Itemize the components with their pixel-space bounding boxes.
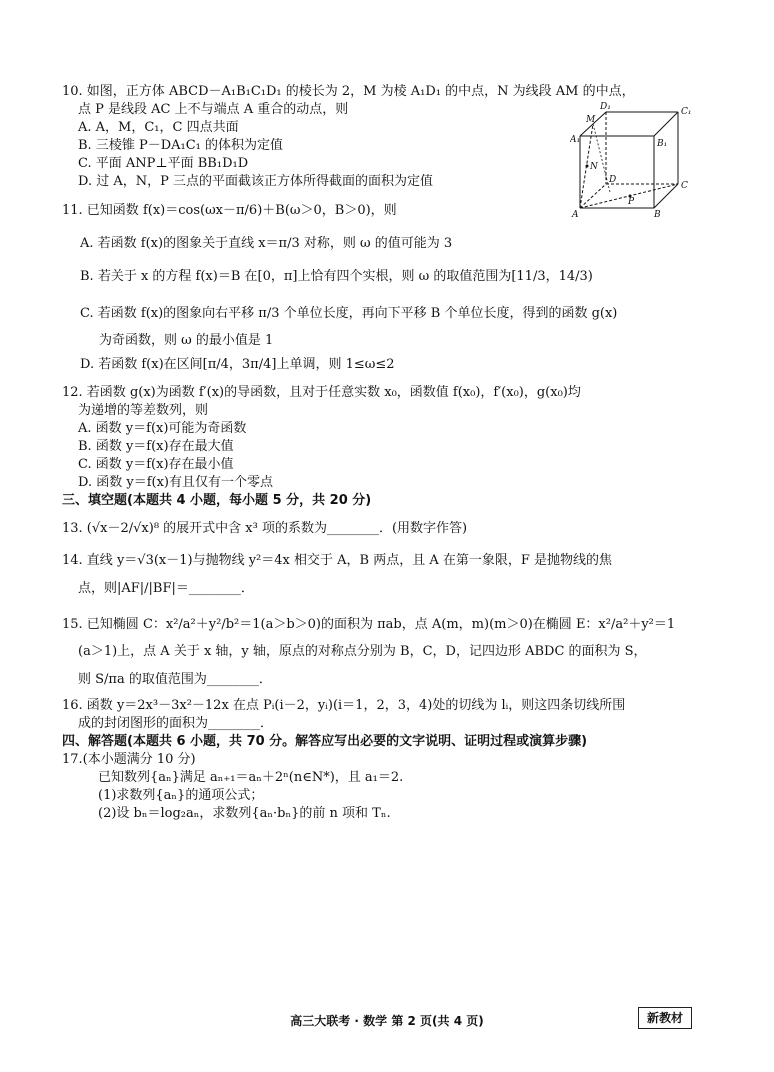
label-c: C <box>681 181 688 191</box>
label-a: A <box>572 210 579 220</box>
cube-figure <box>570 100 700 222</box>
q11-option-a: A. 若函数 f(x)的图象关于直线 x＝π/3 对称，则 ω 的值可能为 3 <box>80 236 453 251</box>
label-a1: A₁ <box>570 135 581 145</box>
page-footer: 高三大联考 · 数学 第 2 页(共 4 页) <box>290 1014 484 1028</box>
q12-option-d: D. 函数 y＝f(x)有且仅有一个零点 <box>78 475 273 490</box>
q12-option-b: B. 函数 y＝f(x)存在最大值 <box>78 439 234 454</box>
q10-line2: 点 P 是线段 AC 上不与端点 A 重合的动点，则 <box>78 102 349 117</box>
new-textbook-badge: 新教材 <box>638 1007 692 1029</box>
q12-option-a: A. 函数 y＝f(x)可能为奇函数 <box>78 421 247 436</box>
q10-option-c: C. 平面 ANP⊥平面 BB₁D₁D <box>78 156 249 171</box>
section4-heading: 四、解答题(本题共 6 小题，共 70 分。解答应写出必要的文字说明、证明过程或演算步骤) <box>62 734 588 749</box>
q11-option-c2: 为奇函数，则 ω 的最小值是 1 <box>99 333 274 348</box>
label-n: N <box>590 162 598 172</box>
q10-option-a: A. A，M，C₁，C 四点共面 <box>78 120 239 135</box>
label-p: P <box>628 197 635 207</box>
q17-line2: (1)求数列{aₙ}的通项公式； <box>98 788 264 803</box>
q12-line1: 12. 若函数 g(x)为函数 f′(x)的导函数，且对于任意实数 x₀，函数值 f(x₀)，f′(x₀)，g(x₀)均 <box>62 385 581 400</box>
q11-option-c1: C. 若函数 f(x)的图象向右平移 π/3 个单位长度，再向下平移 B 个单位长度，得到的函数 g(x) <box>80 306 618 321</box>
label-d1: D₁ <box>600 102 611 112</box>
q16-line2: 成的封闭图形的面积为________． <box>78 716 274 731</box>
section3-heading: 三、填空题(本题共 4 小题，每小题 5 分，共 20 分) <box>62 493 372 508</box>
q16-line1: 16. 函数 y＝2x³－3x²－12x 在点 Pᵢ(i－2，yᵢ)(i＝1，2，3，4)处的切线为 lᵢ，则这四条切线所围 <box>62 698 626 713</box>
label-c1: C₁ <box>681 107 692 117</box>
q11-option-b: B. 若关于 x 的方程 f(x)＝B 在[0，π]上恰有四个实根，则 ω 的取值范围为[11/3，14/3) <box>80 269 593 284</box>
q12-line2: 为递增的等差数列，则 <box>78 403 209 418</box>
q17-heading: 17.(本小题满分 10 分) <box>62 752 196 767</box>
label-m: M <box>586 115 596 125</box>
label-b1: B₁ <box>657 139 668 149</box>
q10-option-b: B. 三棱锥 P－DA₁C₁ 的体积为定值 <box>78 138 284 153</box>
q15-line2: (a＞1)上，点 A 关于 x 轴，y 轴，原点的对称点分别为 B，C，D，记四边形 ABDC 的面积为 S， <box>78 644 647 659</box>
q12-option-c: C. 函数 y＝f(x)存在最小值 <box>78 457 234 472</box>
q11-stem: 11. 已知函数 f(x)＝cos(ωx－π/6)＋B(ω＞0，B＞0)，则 <box>62 203 397 218</box>
q15-line1: 15. 已知椭圆 C：x²/a²＋y²/b²＝1(a＞b＞0)的面积为 πab，点 A(m，m)(m＞0)在椭圆 E：x²/a²＋y²＝1 <box>62 617 676 632</box>
q15-line3: 则 S/πa 的取值范围为________． <box>78 672 272 687</box>
q14-line2: 点，则|AF|/|BF|＝________． <box>78 581 254 596</box>
label-d: D <box>609 175 617 185</box>
q17-line3: (2)设 bₙ＝log₂aₙ，求数列{aₙ·bₙ}的前 n 项和 Tₙ. <box>98 806 391 821</box>
q13: 13. (√x－2/√x)⁸ 的展开式中含 x³ 项的系数为________．(用数字作答) <box>62 521 468 536</box>
q11-option-d: D. 若函数 f(x)在区间[π/4，3π/4]上单调，则 1≤ω≤2 <box>80 357 395 372</box>
q17-line1: 已知数列{aₙ}满足 aₙ₊₁＝aₙ＋2ⁿ(n∈N*)，且 a₁＝2. <box>98 770 404 785</box>
q14-line1: 14. 直线 y＝√3(x－1)与抛物线 y²＝4x 相交于 A，B 两点，且 A 在第一象限，F 是抛物线的焦 <box>62 553 613 568</box>
label-b: B <box>654 210 661 220</box>
q10-line1: 10. 如图，正方体 ABCD－A₁B₁C₁D₁ 的棱长为 2，M 为棱 A₁D₁ 的中点，N 为线段 AM 的中点， <box>62 84 635 99</box>
q10-option-d: D. 过 A，N，P 三点的平面截该正方体所得截面的面积为定值 <box>78 174 433 189</box>
